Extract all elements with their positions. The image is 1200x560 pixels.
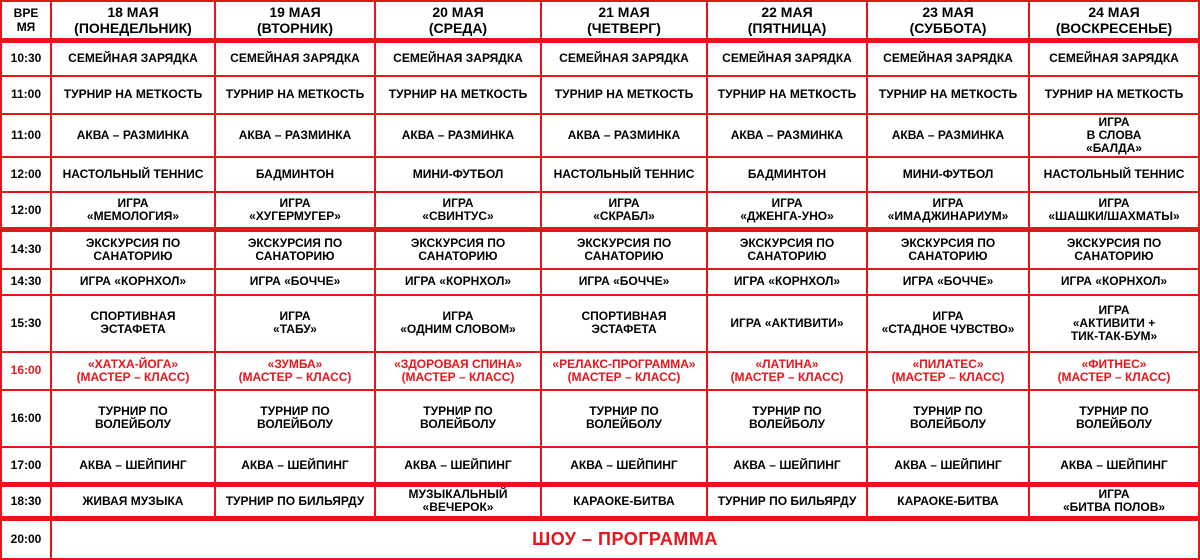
activity-cell: СПОРТИВНАЯ ЭСТАФЕТА [52,296,216,353]
time-cell: 14:30 [0,232,52,269]
activity-cell: «ХАТХА-ЙОГА» (МАСТЕР – КЛАСС) [52,353,216,391]
activity-cell: СЕМЕЙНАЯ ЗАРЯДКА [708,43,868,77]
activity-cell: ИГРА «КОРНХОЛ» [1030,270,1200,296]
time-cell: 11:00 [0,77,52,115]
show-program-banner: ШОУ – ПРОГРАММА [52,521,1200,560]
activity-cell: СЕМЕЙНАЯ ЗАРЯДКА [1030,43,1200,77]
activity-cell: ТУРНИР НА МЕТКОСТЬ [868,77,1030,115]
day-header-sat: 23 МАЯ (СУББОТА) [868,0,1030,43]
activity-cell: СЕМЕЙНАЯ ЗАРЯДКА [868,43,1030,77]
activity-cell: «ЛАТИНА» (МАСТЕР – КЛАСС) [708,353,868,391]
activity-cell: БАДМИНТОН [708,158,868,193]
activity-cell: ЭКСКУРСИЯ ПО САНАТОРИЮ [542,232,708,269]
time-cell: 20:00 [0,521,52,560]
activity-cell: СЕМЕЙНАЯ ЗАРЯДКА [376,43,542,77]
activity-cell: ИГРА «АКТИВИТИ» [708,296,868,353]
activity-cell: НАСТОЛЬНЫЙ ТЕННИС [542,158,708,193]
activity-cell: ИГРА «ТАБУ» [216,296,376,353]
table-row [0,391,1200,448]
time-cell: 14:30 [0,270,52,296]
activity-cell: «ПИЛАТЕС» (МАСТЕР – КЛАСС) [868,353,1030,391]
activity-cell: АКВА – ШЕЙПИНГ [52,448,216,487]
activity-cell: ЭКСКУРСИЯ ПО САНАТОРИЮ [868,232,1030,269]
activity-cell: ИГРА «ИМАДЖИНАРИУМ» [868,193,1030,232]
activity-cell: ТУРНИР ПО БИЛЬЯРДУ [708,487,868,520]
activity-cell: ТУРНИР НА МЕТКОСТЬ [1030,77,1200,115]
activity-cell: АКВА – РАЗМИНКА [376,115,542,158]
activity-cell: ИГРА «СВИНТУС» [376,193,542,232]
table-row [0,296,1200,353]
time-cell: 16:00 [0,353,52,391]
day-header-mon: 18 МАЯ (ПОНЕДЕЛЬНИК) [52,0,216,43]
time-column-header: ВРЕ МЯ [0,0,52,43]
activity-cell: АКВА – ШЕЙПИНГ [1030,448,1200,487]
activity-cell: ТУРНИР НА МЕТКОСТЬ [376,77,542,115]
table-row [0,232,1200,269]
activity-cell: ТУРНИР ПО ВОЛЕЙБОЛУ [52,391,216,448]
day-header-thu: 21 МАЯ (ЧЕТВЕРГ) [542,0,708,43]
table-row [0,487,1200,520]
day-header-tue: 19 МАЯ (ВТОРНИК) [216,0,376,43]
activity-cell: ИГРА «БОЧЧЕ» [868,270,1030,296]
activity-cell: КАРАОКЕ-БИТВА [542,487,708,520]
activity-cell: ЖИВАЯ МУЗЫКА [52,487,216,520]
table-row [0,193,1200,232]
activity-cell: АКВА – ШЕЙПИНГ [216,448,376,487]
activity-cell: ИГРА В СЛОВА «БАЛДА» [1030,115,1200,158]
activity-cell: СЕМЕЙНАЯ ЗАРЯДКА [542,43,708,77]
table-row [0,77,1200,115]
table-row [0,158,1200,193]
activity-cell: ИГРА «ШАШКИ/ШАХМАТЫ» [1030,193,1200,232]
activity-cell: ИГРА «КОРНХОЛ» [708,270,868,296]
table-row [0,43,1200,77]
activity-cell: ИГРА «АКТИВИТИ + ТИК-ТАК-БУМ» [1030,296,1200,353]
activity-cell: ТУРНИР ПО ВОЛЕЙБОЛУ [708,391,868,448]
activity-cell: КАРАОКЕ-БИТВА [868,487,1030,520]
activity-cell: ИГРА «БИТВА ПОЛОВ» [1030,487,1200,520]
activity-cell: МУЗЫКАЛЬНЫЙ «ВЕЧЕРОК» [376,487,542,520]
table-row [0,270,1200,296]
activity-cell: СЕМЕЙНАЯ ЗАРЯДКА [52,43,216,77]
activity-cell: ЭКСКУРСИЯ ПО САНАТОРИЮ [52,232,216,269]
activity-cell: ТУРНИР НА МЕТКОСТЬ [542,77,708,115]
activity-cell: «ФИТНЕС» (МАСТЕР – КЛАСС) [1030,353,1200,391]
activity-cell: ИГРА «ХУГЕРМУГЕР» [216,193,376,232]
activity-cell: ИГРА «БОЧЧЕ» [216,270,376,296]
day-header-wed: 20 МАЯ (СРЕДА) [376,0,542,43]
activity-cell: ТУРНИР НА МЕТКОСТЬ [52,77,216,115]
activity-cell: БАДМИНТОН [216,158,376,193]
activity-cell: ТУРНИР НА МЕТКОСТЬ [708,77,868,115]
activity-cell: ЭКСКУРСИЯ ПО САНАТОРИЮ [708,232,868,269]
activity-cell: ТУРНИР ПО ВОЛЕЙБОЛУ [542,391,708,448]
table-row-final [0,521,1200,560]
activity-cell: ИГРА «МЕМОЛОГИЯ» [52,193,216,232]
time-cell: 11:00 [0,115,52,158]
activity-cell: ТУРНИР ПО ВОЛЕЙБОЛУ [1030,391,1200,448]
activity-cell: ТУРНИР ПО БИЛЬЯРДУ [216,487,376,520]
activity-cell: АКВА – ШЕЙПИНГ [868,448,1030,487]
table-row [0,448,1200,487]
activity-cell: АКВА – ШЕЙПИНГ [708,448,868,487]
activity-cell: ИГРА «ДЖЕНГА-УНО» [708,193,868,232]
day-header-sun: 24 МАЯ (ВОСКРЕСЕНЬЕ) [1030,0,1200,43]
activity-cell: ЭКСКУРСИЯ ПО САНАТОРИЮ [376,232,542,269]
activity-cell: ИГРА «КОРНХОЛ» [376,270,542,296]
activity-cell: СЕМЕЙНАЯ ЗАРЯДКА [216,43,376,77]
day-header-fri: 22 МАЯ (ПЯТНИЦА) [708,0,868,43]
activity-cell: АКВА – РАЗМИНКА [216,115,376,158]
activity-cell: ИГРА «ОДНИМ СЛОВОМ» [376,296,542,353]
activity-cell: ИГРА «БОЧЧЕ» [542,270,708,296]
time-cell: 15:30 [0,296,52,353]
activity-cell: СПОРТИВНАЯ ЭСТАФЕТА [542,296,708,353]
activity-cell: ИГРА «СКРАБЛ» [542,193,708,232]
activity-cell: АКВА – ШЕЙПИНГ [376,448,542,487]
time-cell: 18:30 [0,487,52,520]
table-row [0,115,1200,158]
activity-cell: «РЕЛАКС-ПРОГРАММА» (МАСТЕР – КЛАСС) [542,353,708,391]
table-row-masterclass [0,353,1200,391]
activity-cell: ТУРНИР ПО ВОЛЕЙБОЛУ [216,391,376,448]
activity-cell: МИНИ-ФУТБОЛ [376,158,542,193]
activity-cell: «ЗУМБА» (МАСТЕР – КЛАСС) [216,353,376,391]
activity-cell: МИНИ-ФУТБОЛ [868,158,1030,193]
time-cell: 10:30 [0,43,52,77]
activity-cell: АКВА – ШЕЙПИНГ [542,448,708,487]
time-cell: 12:00 [0,158,52,193]
activity-cell: АКВА – РАЗМИНКА [542,115,708,158]
time-cell: 16:00 [0,391,52,448]
activity-cell: АКВА – РАЗМИНКА [52,115,216,158]
time-cell: 17:00 [0,448,52,487]
activity-cell: НАСТОЛЬНЫЙ ТЕННИС [1030,158,1200,193]
activity-cell: ТУРНИР НА МЕТКОСТЬ [216,77,376,115]
activity-cell: «ЗДОРОВАЯ СПИНА» (МАСТЕР – КЛАСС) [376,353,542,391]
activity-cell: ЭКСКУРСИЯ ПО САНАТОРИЮ [216,232,376,269]
activity-cell: ТУРНИР ПО ВОЛЕЙБОЛУ [376,391,542,448]
activity-cell: ИГРА «СТАДНОЕ ЧУВСТВО» [868,296,1030,353]
header-row [0,0,1200,43]
activity-cell: ЭКСКУРСИЯ ПО САНАТОРИЮ [1030,232,1200,269]
activity-cell: ИГРА «КОРНХОЛ» [52,270,216,296]
activity-cell: АКВА – РАЗМИНКА [868,115,1030,158]
activity-cell: АКВА – РАЗМИНКА [708,115,868,158]
time-cell: 12:00 [0,193,52,232]
activity-cell: ТУРНИР ПО ВОЛЕЙБОЛУ [868,391,1030,448]
activity-cell: НАСТОЛЬНЫЙ ТЕННИС [52,158,216,193]
